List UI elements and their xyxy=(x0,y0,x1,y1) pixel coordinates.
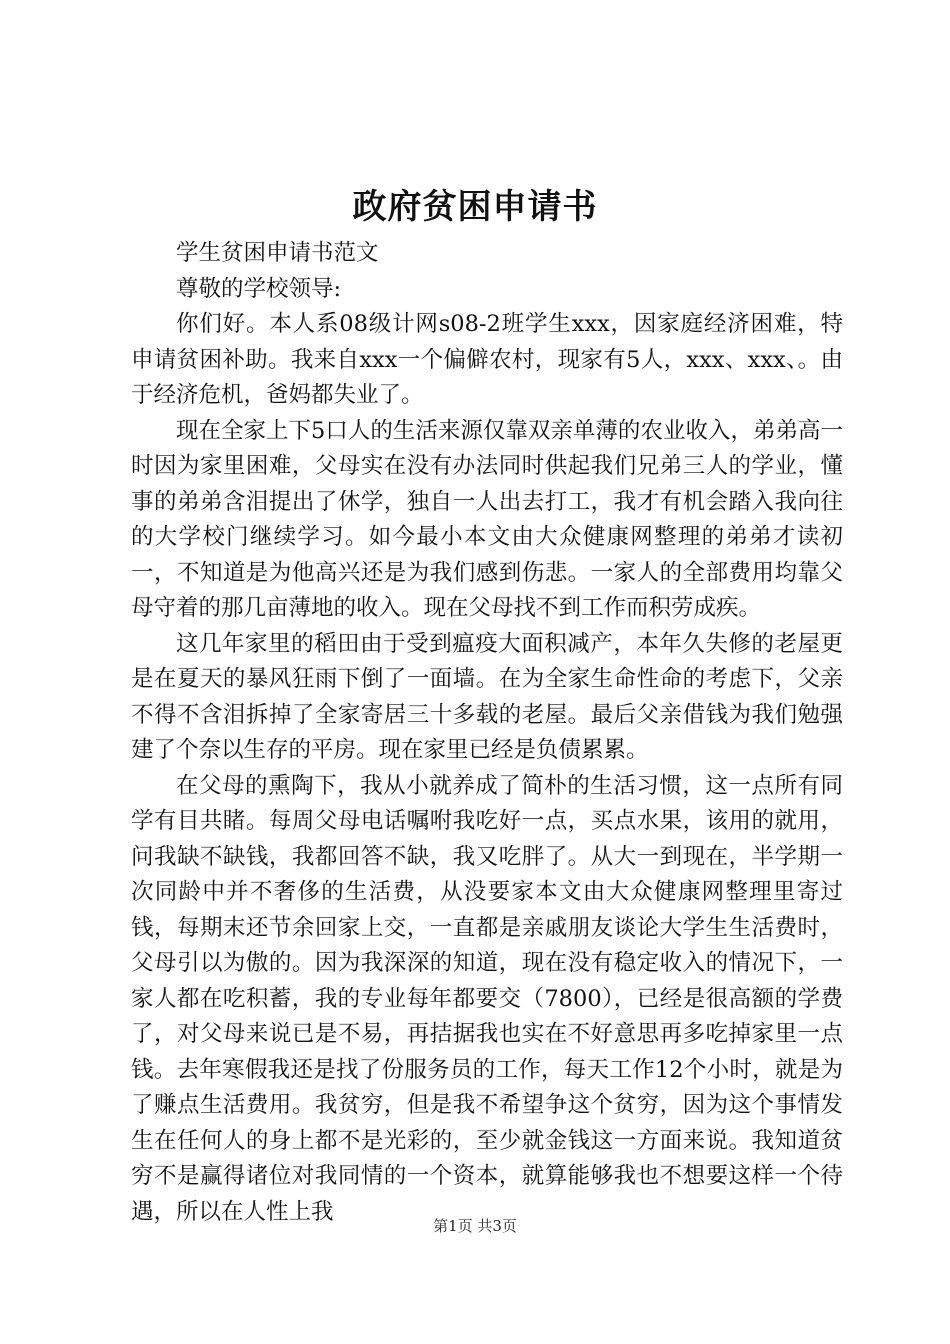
paragraph: 现在全家上下5口人的生活来源仅靠双亲单薄的农业收入，弟弟高一时因为家里困难，父母实在没有办法同时供起我们兄弟三人的学业，懂事的弟弟含泪提出了休学，独自一人出去打工，我才有机会踏入我向往的大学校门继续学习。如今最小本文由大众健康网整理的弟弟才读初一，不知道是为他高兴还是为我们感到伤悲。一家人的全部费用均靠父母守着的那几亩薄地的收入。现在父母找不到工作而积劳成疾。 xyxy=(131,417,843,621)
paragraph: 在父母的熏陶下，我从小就养成了简朴的生活习惯，这一点所有同学有目共睹。每周父母电话嘱咐我吃好一点，买点水果，该用的就用，问我缺不缺钱，我都回答不缺，我又吃胖了。从大一到现在，半学期一次同龄中并不奢侈的生活费，从没要家本文由大众健康网整理里寄过钱，每期末还节余回家上交，一直都是亲戚朋友谈论大学生生活费时，父母引以为傲的。因为我深深的知道，现在没有稳定收入的情况下，一家人都在吃积蓄，我的专业每年都要交（7800），已经是很高额的学费了，对父母来说已是不易，再拮据我也实在不好意思再多吃掉家里一点钱。去年寒假我还是找了份服务员的工作，每天工作12个小时，就是为了赚点生活费用。我贫穷，但是我不希望争这个贫穷，因为这个事情发生在任何人的身上都不是光彩的，至少就金钱这一方面来说。我知道贫穷不是赢得诸位对我同情的一个资本，就算能够我也不想要这样一个待遇，所以在人性上我 xyxy=(131,772,843,1225)
paragraph: 这几年家里的稻田由于受到瘟疫大面积减产，本年久失修的老屋更是在夏天的暴风狂雨下倒了一面墙。在为全家生命性命的考虑下，父亲不得不含泪拆掉了全家寄居三十多载的老屋。最后父亲借钱为我们勉强建了个奈以生存的平房。现在家里已经是负债累累。 xyxy=(131,630,843,763)
document-body xyxy=(131,236,843,1230)
page-footer: 第1页 共3页 xyxy=(433,1217,517,1235)
paragraph-heading: 学生贫困申请书范文 xyxy=(176,240,379,266)
document-title: 政府贫困申请书 xyxy=(352,187,598,227)
paragraph-salutation: 尊敬的学校领导: xyxy=(176,275,342,302)
paragraph: 你们好。本人系08级计网s08-2班学生xxx，因家庭经济困难，特申请贫困补助。我来自xxx一个偏僻农村，现家有5人，xxx、xxx、。由于经济危机，爸妈都失业了。 xyxy=(131,311,843,408)
